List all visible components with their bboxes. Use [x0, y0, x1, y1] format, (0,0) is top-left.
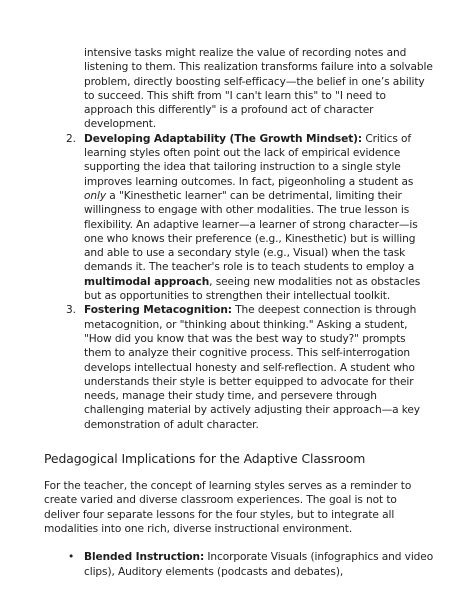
list-number: 2. — [66, 132, 76, 145]
document-body — [44, 46, 434, 579]
bullet-text: Incorporate Visuals (infographics and video clips), Auditory elements (podcasts and debates), — [84, 551, 434, 578]
bullet-icon: • — [68, 551, 75, 564]
list-item-text: The deepest connection is through metacognition, or "thinking about thinking." Asking a student, "How did you know that was the best way to study?" prompts them to analyze their cognitive process. This self-interrogation develops intellectual honesty and self-reflection. A student who understands their style is better equipped to advocate for their needs, manage their study time, and persevere through challenging material by actively adjusting their approach—a key demonstration of adult character. — [84, 304, 420, 431]
emphasis-text: only — [84, 189, 107, 202]
list-number: 3. — [66, 304, 76, 317]
bullet-list — [44, 550, 434, 579]
continued-paragraph: intensive tasks might realize the value of recording notes and listening to them. This realization transforms failure into a solvable problem, directly boosting self-efficacy—the belief in one’s ability to succeed. This shift from "I can't learn this" to "I need to approach this differently" is a profound act of character development. — [84, 47, 433, 131]
numbered-list — [44, 132, 434, 432]
list-item-title: Fostering Metacognition: — [84, 304, 232, 317]
bold-phrase: multimodal approach — [84, 275, 210, 288]
list-item-title: Developing Adaptability (The Growth Mindset): — [84, 132, 363, 145]
list-item-text: Critics of learning styles often point out the lack of empirical evidence supporting the idea that tailoring instruction to a single style improves learning outcomes. In fact, pigeonholing a student as — [84, 132, 414, 188]
list-item — [44, 132, 434, 304]
list-item — [44, 303, 434, 432]
bullet-item — [44, 550, 434, 579]
section-paragraph: For the teacher, the concept of learning styles serves as a reminder to create varied and diverse classroom experiences. The goal is not to deliver four separate lessons for the four styles, but to integrate all modalities into one rich, diverse instructional environment. — [44, 480, 412, 535]
list-item-text: a "Kinesthetic learner" can be detrimental, limiting their willingness to engage with other modalities. The true lesson is flexibility. An adaptive learner—a learner of strong character—is one who knows their preference (e.g., Kinesthetic) but is willing and able to use a secondary style (e.g., Visual) when the task demands it. The teacher's role is to teach students to employ a — [84, 189, 418, 274]
section-heading: Pedagogical Implications for the Adaptive Classroom — [44, 451, 366, 467]
list-item-text: , seeing new modalities not as obstacles but as opportunities to strengthen their intellectual toolkit. — [84, 275, 421, 303]
bullet-title: Blended Instruction: — [84, 551, 205, 564]
